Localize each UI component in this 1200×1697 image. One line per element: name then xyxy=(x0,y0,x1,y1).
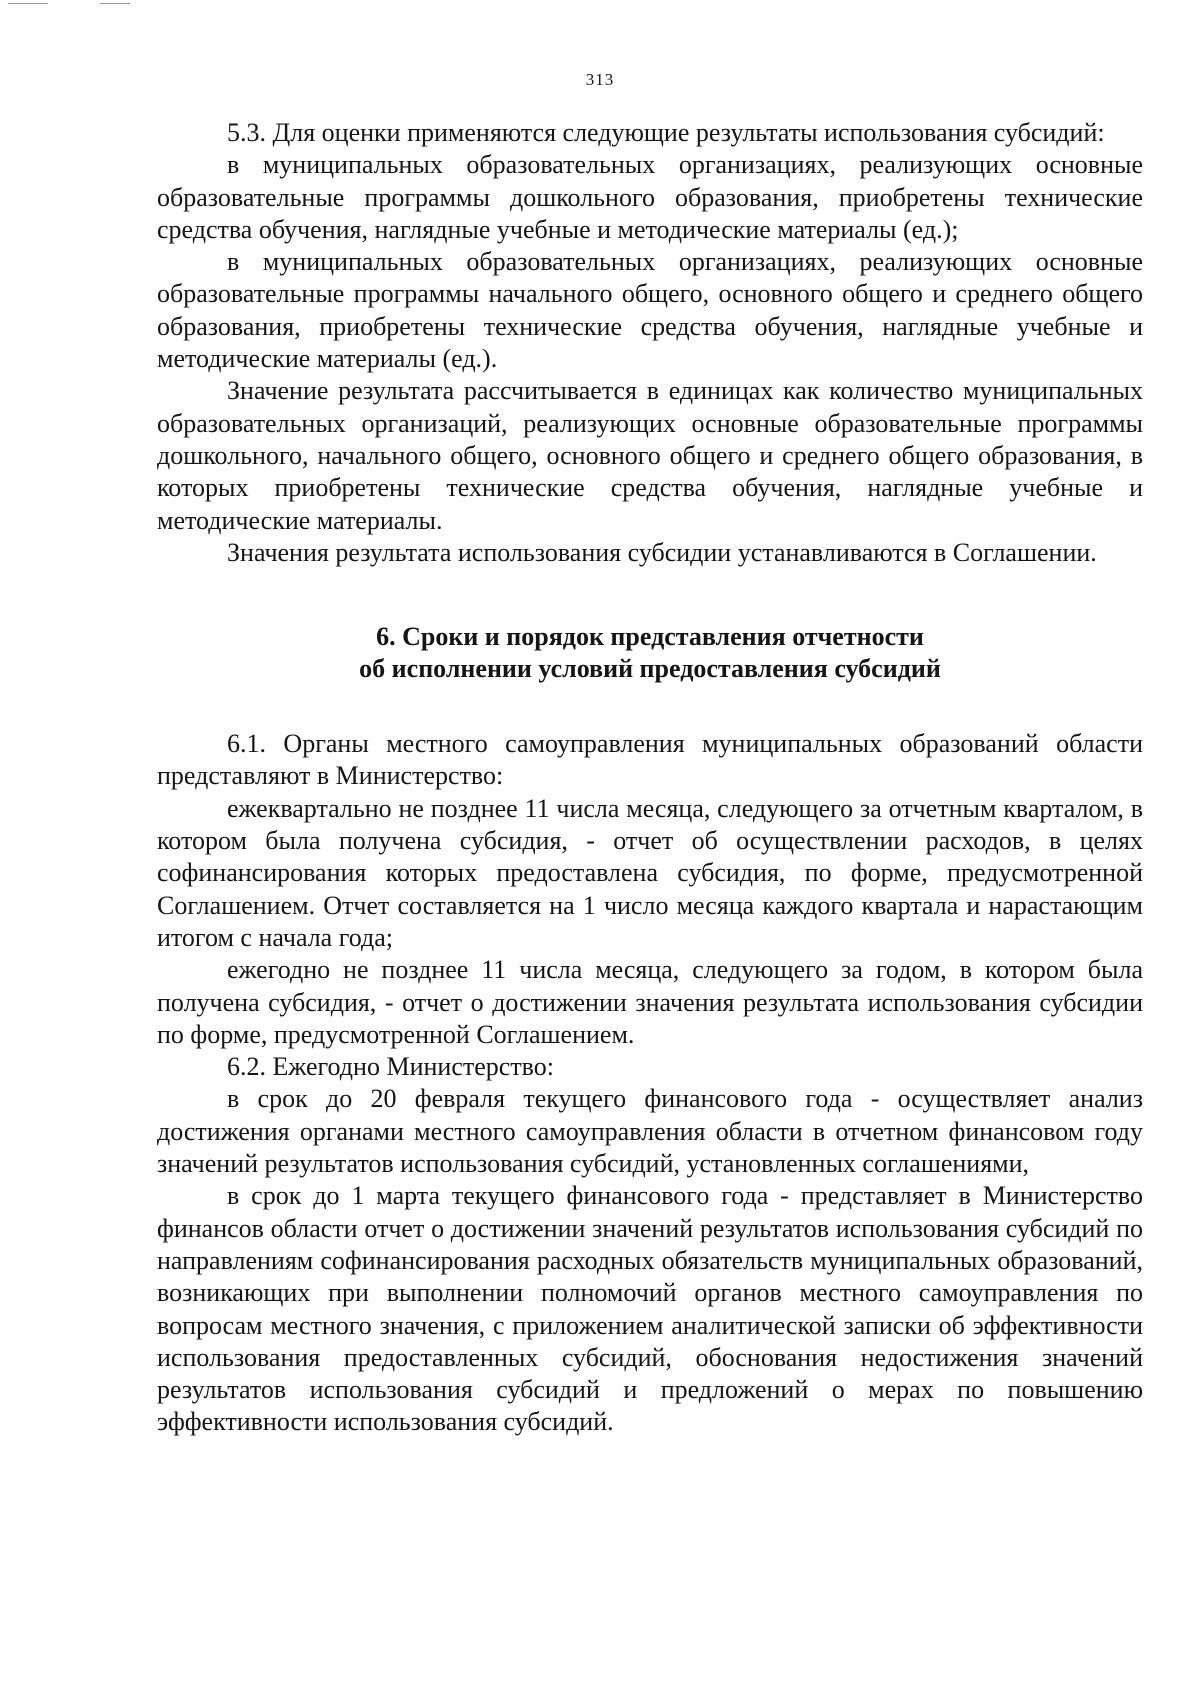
paragraph-preschool-results: в муниципальных образовательных организациях, реализующих основные образовательные программы дошкольного образования, приобретены технические средства обучения, наглядные учебные и методические материалы (ед.); xyxy=(157,150,1143,244)
paragraph-february-analysis: в срок до 20 февраля текущего финансового года - осуществляет анализ достижения органами местного самоуправления области в отчетном финансовом году значений результатов использования субсидий, установленных соглашениями, xyxy=(157,1084,1143,1179)
paragraph-annual-report: ежегодно не позднее 11 числа месяца, следующего за годом, в котором была получена субсидия, - отчет о достижении значения результата использования субсидии по форме, предусмотренной Соглашением. xyxy=(157,955,1143,1049)
scan-artifact xyxy=(100,3,130,4)
paragraph-general-education-results: в муниципальных образовательных организациях, реализующих основные образовательные программы начального общего, основного общего и среднего общего образования, приобретены технические средства обучения, наглядные учебные и методические материалы (ед.). xyxy=(157,247,1143,374)
page-number: 313 xyxy=(585,70,615,89)
section-6-heading xyxy=(157,621,1143,685)
document-body xyxy=(157,117,1143,1439)
paragraph-5-3-intro: 5.3. Для оценки применяются следующие результаты использования субсидий: xyxy=(227,118,1105,147)
section-6-heading-line-1: 6. Сроки и порядок представления отчетности xyxy=(376,622,924,652)
section-6-heading-line-2: об исполнении условий предоставления субсидий xyxy=(359,654,941,684)
paragraph-march-report: в срок до 1 марта текущего финансового года - представляет в Министерство финансов области отчет о достижении значений результатов использования субсидий по направлениям софинансирования расходных обязательств муниципальных образований, возникающих при выполнении полномочий органов местного самоуправления по вопросам местного значения, с приложением аналитической записки об эффективности использования предоставленных субсидий, обоснования недостижения значений результатов использования субсидий и предложений о мерах по повышению эффективности использования субсидий. xyxy=(157,1181,1143,1437)
paragraph-quarterly-report: ежеквартально не позднее 11 числа месяца, следующего за отчетным кварталом, в котором была получена субсидия, - отчет об осуществлении расходов, в целях софинансирования которых предоставлена субсидия, по форме, предусмотренной Соглашением. Отчет составляется на 1 число месяца каждого квартала и нарастающим итогом с начала года; xyxy=(157,793,1143,952)
paragraph-value-agreement: Значения результата использования субсидии устанавливаются в Соглашении. xyxy=(227,537,1097,567)
scan-artifact xyxy=(8,3,48,4)
paragraph-value-calculation: Значение результата рассчитывается в единицах как количество муниципальных образовательных организаций, реализующих основные образовательные программы дошкольного, начального общего, основного общего и среднего общего образования, в которых приобретены технические средства обучения, наглядные учебные и методические материалы. xyxy=(157,376,1143,535)
paragraph-6-1: 6.1. Органы местного самоуправления муниципальных образований области представляют в Министерство: xyxy=(157,729,1143,791)
paragraph-6-2: 6.2. Ежегодно Министерство: xyxy=(227,1052,554,1082)
